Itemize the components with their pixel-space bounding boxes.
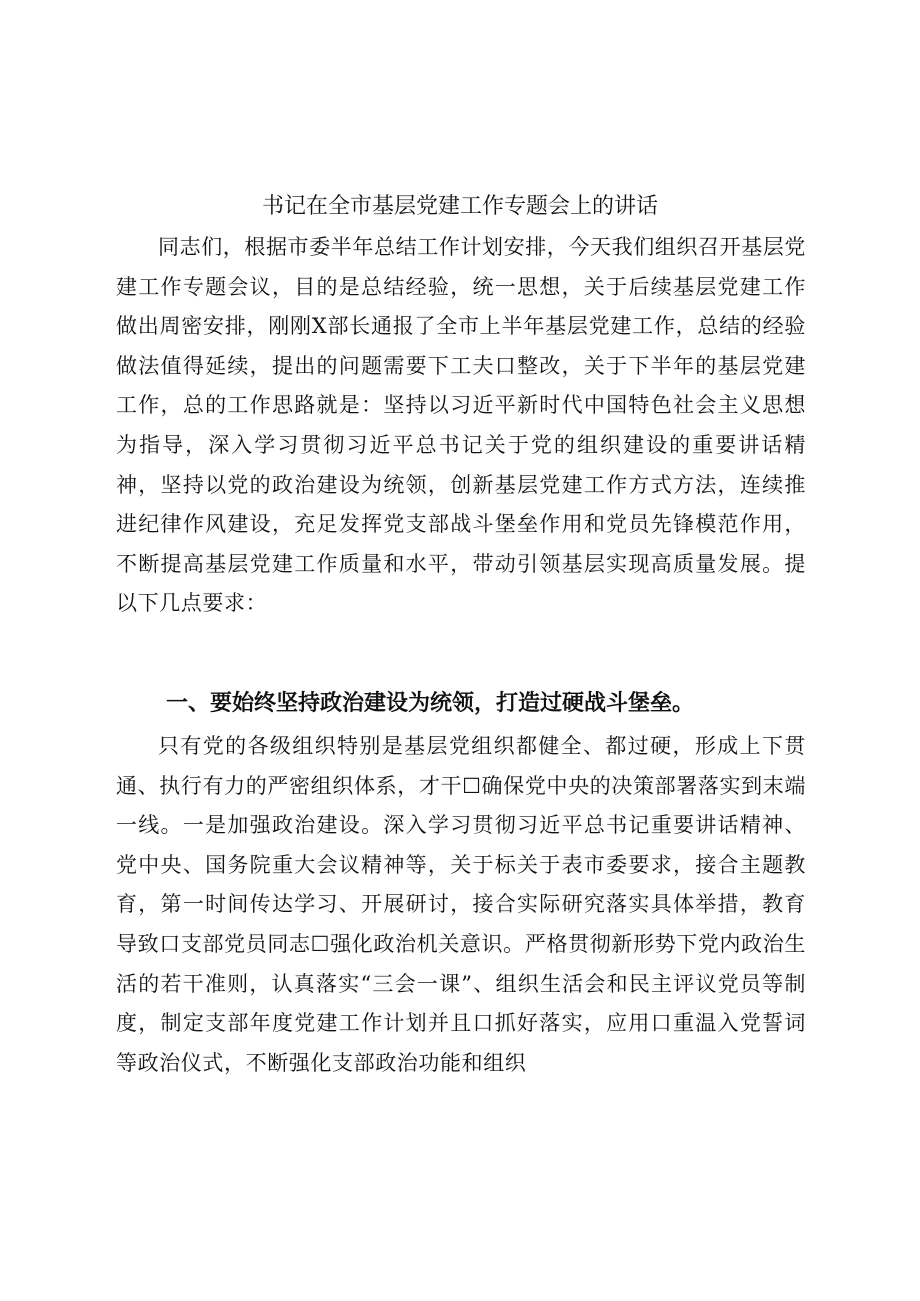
opening-paragraph: 同志们，根据市委半年总结工作计划安排，今天我们组织召开基层党建工作专题会议，目的是总结经验，统一思想，关于后续基层党建工作做出周密安排，刚刚X部长通报了全市上半年基层党建工作，总结的经验做法值得延续，提出的问题需要下工夫口整改，关于下半年的基层党建工作，总的工作思路就是：坚持以习近平新时代中国特色社会主义思想为指导，深入学习贯彻习近平总书记关于党的组织建设的重要讲话精神，坚持以党的政治建设为统领，创新基层党建工作方式方法，连续推进纪律作风建设，充足发挥党支部战斗堡垒作用和党员先锋模范作用，不断提高基层党建工作质量和水平，带动引领基层实现高质量发展。提以下几点要求： (116, 235, 806, 616)
section-1-paragraph: 只有党的各级组织特别是基层党组织都健全、都过硬，形成上下贯通、执行有力的严密组织体系，才干☐确保党中央的决策部署落实到末端一线。一是加强政治建设。深入学习贯彻习近平总书记重要讲话精神、党中央、国务院重大会议精神等，关于标关于表市委要求，接合主题教育，第一时间传达学习、开展研讨，接合实际研究落实具体举措，教育导致口支部党员同志☐强化政治机关意识。严格贯彻新形势下党内政治生活的若干准则，认真落实“三会一课”、组织生活会和民主评议党员等制度，制定支部年度党建工作计划并且口抓好落实，应用口重温入党誓词等政治仪式，不断强化支部政治功能和组织 (116, 734, 806, 1075)
section-heading-1: 一、要始终坚持政治建设为统领，打造过硬战斗堡垒。 (166, 691, 695, 716)
document-title: 书记在全市基层党建工作专题会上的讲话 (261, 194, 658, 219)
